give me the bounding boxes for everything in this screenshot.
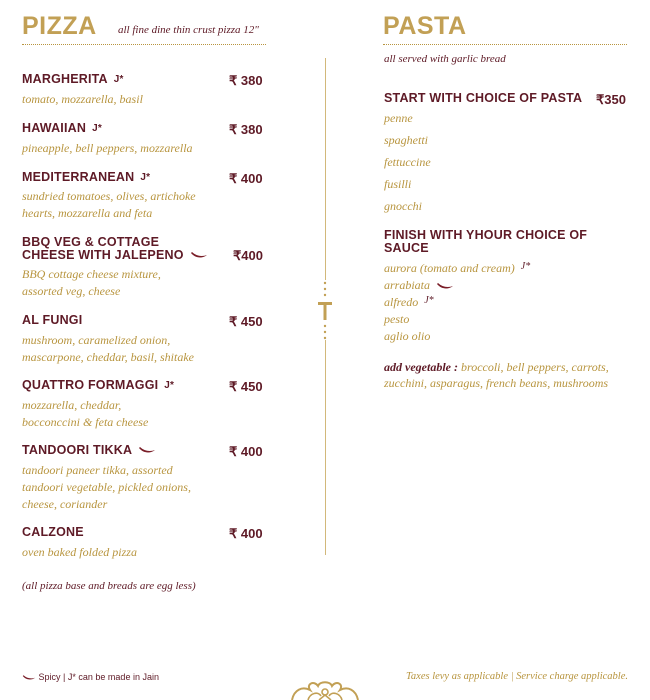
pasta-price: ₹350 [596,92,626,107]
list-item: fettuccine [384,155,431,169]
list-item: aurora (tomato and cream) J* [384,261,531,275]
menu-item-price: ₹400 [233,248,263,263]
menu-item-description: mushroom, caramelized onion, mascarpone, cheddar, basil, shitake [22,333,194,364]
chili-icon [190,251,208,260]
menu-item-price: ₹ 400 [229,526,263,541]
menu-item-price: ₹ 450 [229,379,263,394]
menu-item-name: QUATTRO FORMAGGI J* [22,378,175,392]
menu-item-description: oven baked folded pizza [22,545,137,559]
egg-less-note: (all pizza base and breads are egg less) [22,580,196,592]
pasta-subtitle: all served with garlic bread [384,53,506,65]
bottom-ornament-icon [288,678,362,700]
list-item: aglio olio [384,329,431,343]
menu-item-name: BBQ VEG & COTTAGE CHEESE WITH JALEPENO [22,236,212,262]
sauce-choice-heading: FINISH WITH YHOUR CHOICE OF SAUCE [384,228,588,255]
menu-item-name: MEDITERRANEAN J* [22,170,151,184]
menu-item-price: ₹ 450 [229,314,263,329]
list-item: spaghetti [384,133,428,147]
menu-item-description: sundried tomatoes, olives, artichoke hearts, mozzarella and feta [22,189,196,220]
list-item: pesto [384,312,410,326]
menu-item-name: CALZONE [22,525,84,539]
menu-item-name: HAWAIIAN J* [22,121,102,135]
menu-item-name: MARGHERITA J* [22,72,124,86]
sauce-options-list [384,261,624,346]
chili-icon [22,674,36,682]
jain-tag: J* [113,74,124,85]
column-divider [325,58,326,280]
menu-item-name: AL FUNGI [22,313,83,327]
pizza-section-title: PIZZA [22,12,97,40]
add-vegetable-items: broccoli, bell peppers, carrots, zucchini, asparagus, french beans, mushrooms [384,360,609,390]
pasta-section-title: PASTA [383,12,467,40]
pasta-choice-heading: START WITH CHOICE OF PASTA [384,91,583,105]
menu-item-price: ₹ 380 [229,122,263,137]
menu-item-description: tomato, mozzarella, basil [22,92,143,106]
chili-icon [436,282,454,291]
divider-ornament-icon [316,280,334,340]
list-item: gnocchi [384,199,422,213]
jain-tag: J* [520,261,531,272]
menu-item-description: BBQ cottage cheese mixture, assorted veg, cheese [22,267,161,298]
pizza-title-divider [22,44,266,45]
menu-item-description: pineapple, bell peppers, mozzarella [22,141,193,155]
menu-item-name: TANDOORI TIKKA [22,444,222,457]
list-item: penne [384,111,413,125]
list-item: fusilli [384,177,412,191]
column-divider [325,340,326,555]
menu-item-price: ₹ 380 [229,73,263,88]
pasta-title-divider [383,44,627,45]
jain-tag: J* [424,295,434,306]
jain-tag: J* [92,123,102,134]
jain-tag: J* [140,172,151,183]
menu-item-description: mozzarella, cheddar, bocconccini & feta cheese [22,398,149,429]
list-item: alfredo J* [384,295,434,309]
pizza-subtitle: all fine dine thin crust pizza 12" [118,24,259,36]
add-vegetable-label: add vegetable : [384,360,458,374]
list-item: arrabiata [384,278,624,295]
chili-icon [138,446,156,455]
jain-tag: J* [164,380,175,391]
spice-jain-legend: Spicy | J* can be made in Jain [22,672,159,682]
menu-item-price: ₹ 400 [229,171,263,186]
menu-item-description: tandoori paneer tikka, assorted tandoori vegetable, pickled onions, cheese, coriander [22,463,191,511]
taxes-note: Taxes levy as applicable | Service charge applicable. [406,671,628,682]
pasta-options-list [384,111,624,221]
add-vegetable-note [384,359,629,391]
menu-item-price: ₹ 400 [229,444,263,459]
